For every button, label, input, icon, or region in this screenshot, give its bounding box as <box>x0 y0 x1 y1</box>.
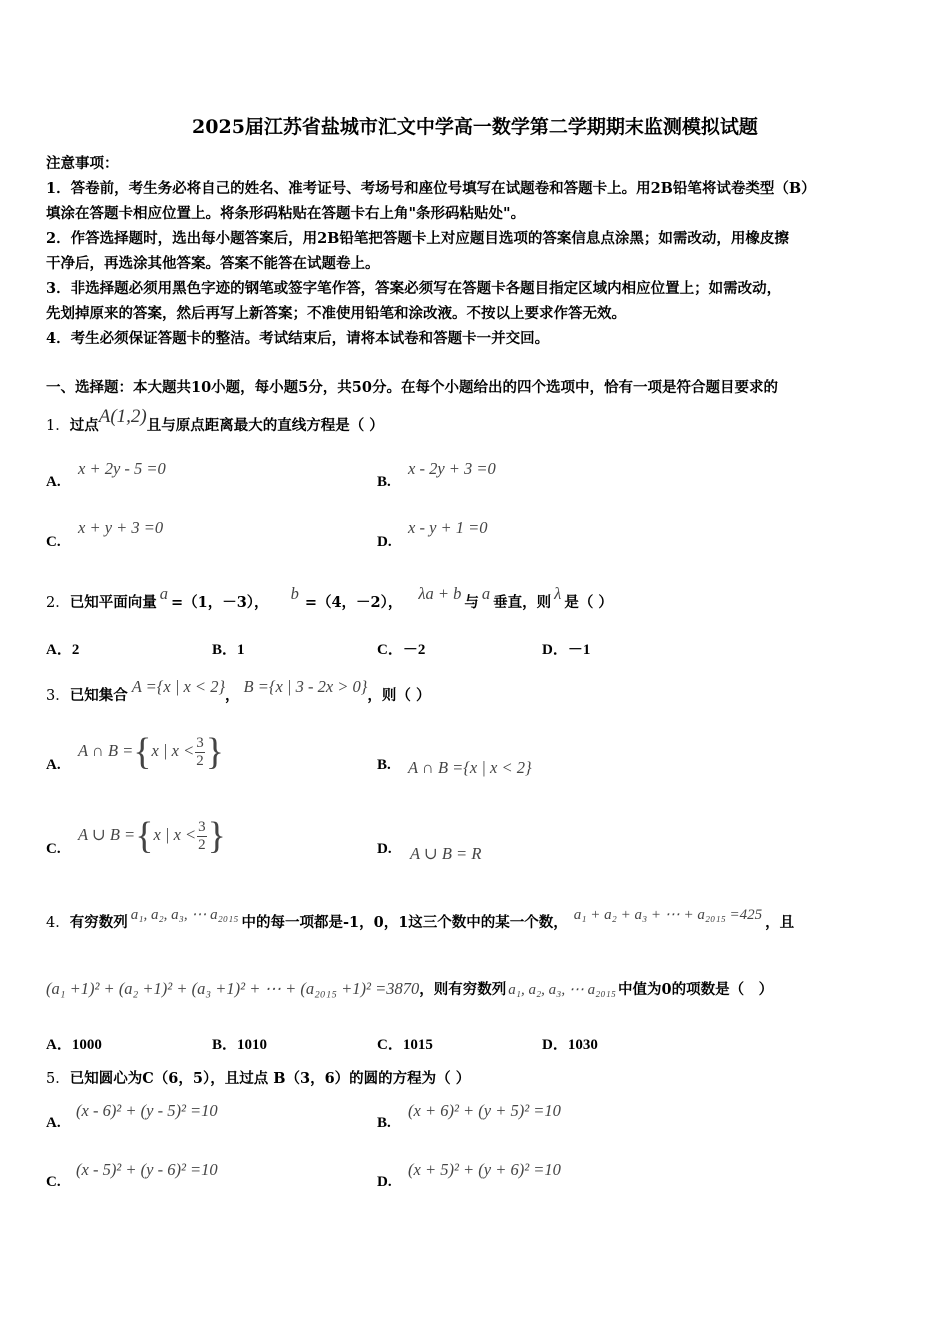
question-text: =（4，－2）， <box>304 594 403 611</box>
option-label-d: D. <box>377 1174 392 1190</box>
question-text: ，且 <box>765 914 795 931</box>
question-1 <box>46 406 384 436</box>
question-number: 1． <box>46 418 70 434</box>
option-b: B．1 <box>212 642 245 658</box>
option-a: x + 2y - 5 =0 <box>78 459 166 478</box>
question-text: ， <box>225 687 240 704</box>
option-label-b: B. <box>377 1115 391 1131</box>
question-text: =（1，－3）， <box>170 594 269 611</box>
notice-line: 4．考生必须保证答题卡的整洁。考试结束后，请将本试卷和答题卡一并交回。 <box>46 330 550 347</box>
fraction-numerator: 3 <box>196 734 204 751</box>
question-2 <box>46 584 613 612</box>
left-brace: { <box>135 815 154 857</box>
set-a: A ={x | x < 2} <box>131 677 226 696</box>
question-3 <box>46 677 431 705</box>
question-text: 是（ ） <box>564 594 613 611</box>
question-text: 且与原点距离最大的直线方程是（ ） <box>146 417 384 434</box>
question-text: 垂直，则 <box>493 594 552 611</box>
option-label-a: A. <box>46 474 61 490</box>
option-label-d: D. <box>377 534 392 550</box>
question-5 <box>46 1067 470 1088</box>
sequence: a₁, a₂, a₃, ⋯ a₂₀₁₅ <box>130 907 239 923</box>
option-label-a: A. <box>46 1115 61 1131</box>
fraction-denominator: 2 <box>196 752 204 769</box>
option-c: x + y + 3 =0 <box>78 518 164 537</box>
option-d: D．－1 <box>542 642 591 658</box>
page-title: 2025届江苏省盐城市汇文中学高一数学第二学期期末监测模拟试题 <box>192 116 758 138</box>
notice-line: 干净后，再选涂其他答案。答案不能答在试题卷上。 <box>46 255 380 272</box>
notice-line: 1．答卷前，考生务必将自己的姓名、准考证号、考场号和座位号填写在试题卷和答题卡上。用2B铅笔将试卷类型（B） <box>46 180 816 197</box>
notice-line: 先划掉原来的答案，然后再写上新答案；不准使用铅笔和涂改液。不按以上要求作答无效。 <box>46 305 626 322</box>
sum-expr: a₁ + a₂ + a₃ + ⋯ + a₂₀₁₅ =425 <box>573 907 763 923</box>
question-text: 与 <box>464 594 479 611</box>
option-label-c: C. <box>46 534 61 550</box>
sequence: a₁, a₂, a₃, ⋯ a₂₀₁₅ <box>508 982 616 998</box>
question-text: 已知平面向量 <box>69 594 157 611</box>
option-a: A．2 <box>46 642 80 658</box>
right-brace: } <box>207 815 226 857</box>
question-text: 有穷数列 <box>69 914 128 931</box>
option-a <box>78 733 224 771</box>
question-text: 中的每一项都是-1，0，1这三个数中的某一个数， <box>241 914 568 931</box>
vector-a: a <box>159 584 168 603</box>
vector-a: a <box>481 584 491 603</box>
option-d: D．1030 <box>542 1037 598 1053</box>
option-b: B．1010 <box>212 1037 268 1053</box>
math-lhs: A ∩ B = <box>78 740 134 760</box>
option-label-b: B. <box>377 757 391 773</box>
question-number: 5． <box>46 1071 70 1087</box>
option-b: A ∩ B ={x | x < 2} <box>408 758 532 777</box>
fraction <box>195 736 205 769</box>
notice-heading: 注意事项： <box>46 155 119 172</box>
notice-line: 填涂在答题卡相应位置上。将条形码粘贴在答题卡右上角"条形码粘贴处"。 <box>46 205 526 222</box>
option-c <box>78 817 226 855</box>
left-brace: { <box>133 731 152 773</box>
notice-line: 3．非选择题必须用黑色字迹的钢笔或签字笔作答，答案必须写在答题卡各题目指定区域内相应位置上；如需改动， <box>46 280 782 297</box>
right-brace: } <box>205 731 224 773</box>
option-b: (x + 6)² + (y + 5)² =10 <box>408 1101 561 1120</box>
math-expr: λa + b <box>418 584 462 603</box>
option-d: x - y + 1 =0 <box>408 518 488 537</box>
option-c: (x - 5)² + (y - 6)² =10 <box>76 1160 218 1179</box>
square-sum-expr: (a₁ +1)² + (a₂ +1)² + (a₃ +1)² + ⋯ + (a₂₀₁₅ +1)² =3870 <box>46 979 420 998</box>
option-a: A．1000 <box>46 1037 102 1053</box>
question-text: 已知圆心为C（6，5），且过点 B（3，6）的圆的方程为（ ） <box>69 1070 471 1087</box>
question-number: 3． <box>46 688 70 704</box>
question-text: ，则（ ） <box>367 687 431 704</box>
option-label-c: C. <box>46 841 61 857</box>
option-label-b: B. <box>377 474 391 490</box>
section-heading: 一、选择题：本大题共10小题，每小题5分，共50分。在每个小题给出的四个选项中，恰有一项是符合题目要求的 <box>46 379 778 396</box>
option-label-c: C. <box>46 1174 61 1190</box>
fraction-numerator: 3 <box>198 818 206 835</box>
question-4 <box>46 907 795 932</box>
question-4-cont <box>46 978 773 999</box>
math-set: x | x < <box>151 740 195 760</box>
option-label-a: A. <box>46 757 61 773</box>
question-text: 中值为0的项数是（ ） <box>618 981 774 998</box>
math-point: A(1,2) <box>98 406 147 427</box>
notice-line: 2．作答选择题时，选出每小题答案后，用2B铅笔把答题卡上对应题目选项的答案信息点涂黑；如需改动，用橡皮擦 <box>46 230 789 247</box>
question-number: 2． <box>46 595 70 611</box>
option-a: (x - 6)² + (y - 5)² =10 <box>76 1101 218 1120</box>
option-d: A ∪ B = R <box>410 844 482 863</box>
set-b: B ={x | 3 - 2x > 0} <box>243 677 368 696</box>
vector-b: b <box>290 584 299 603</box>
question-text: ，则有穷数列 <box>419 981 507 998</box>
math-lambda: λ <box>554 584 562 603</box>
question-text: 过点 <box>69 417 99 434</box>
fraction-denominator: 2 <box>198 836 206 853</box>
option-d: (x + 5)² + (y + 6)² =10 <box>408 1160 561 1179</box>
option-label-d: D. <box>377 841 392 857</box>
option-b: x - 2y + 3 =0 <box>408 459 496 478</box>
math-set: x | x < <box>153 824 197 844</box>
question-number: 4． <box>46 915 70 931</box>
math-lhs: A ∪ B = <box>78 824 136 844</box>
fraction <box>197 820 207 853</box>
option-c: C．－2 <box>377 642 426 658</box>
option-c: C．1015 <box>377 1037 433 1053</box>
question-text: 已知集合 <box>69 687 128 704</box>
